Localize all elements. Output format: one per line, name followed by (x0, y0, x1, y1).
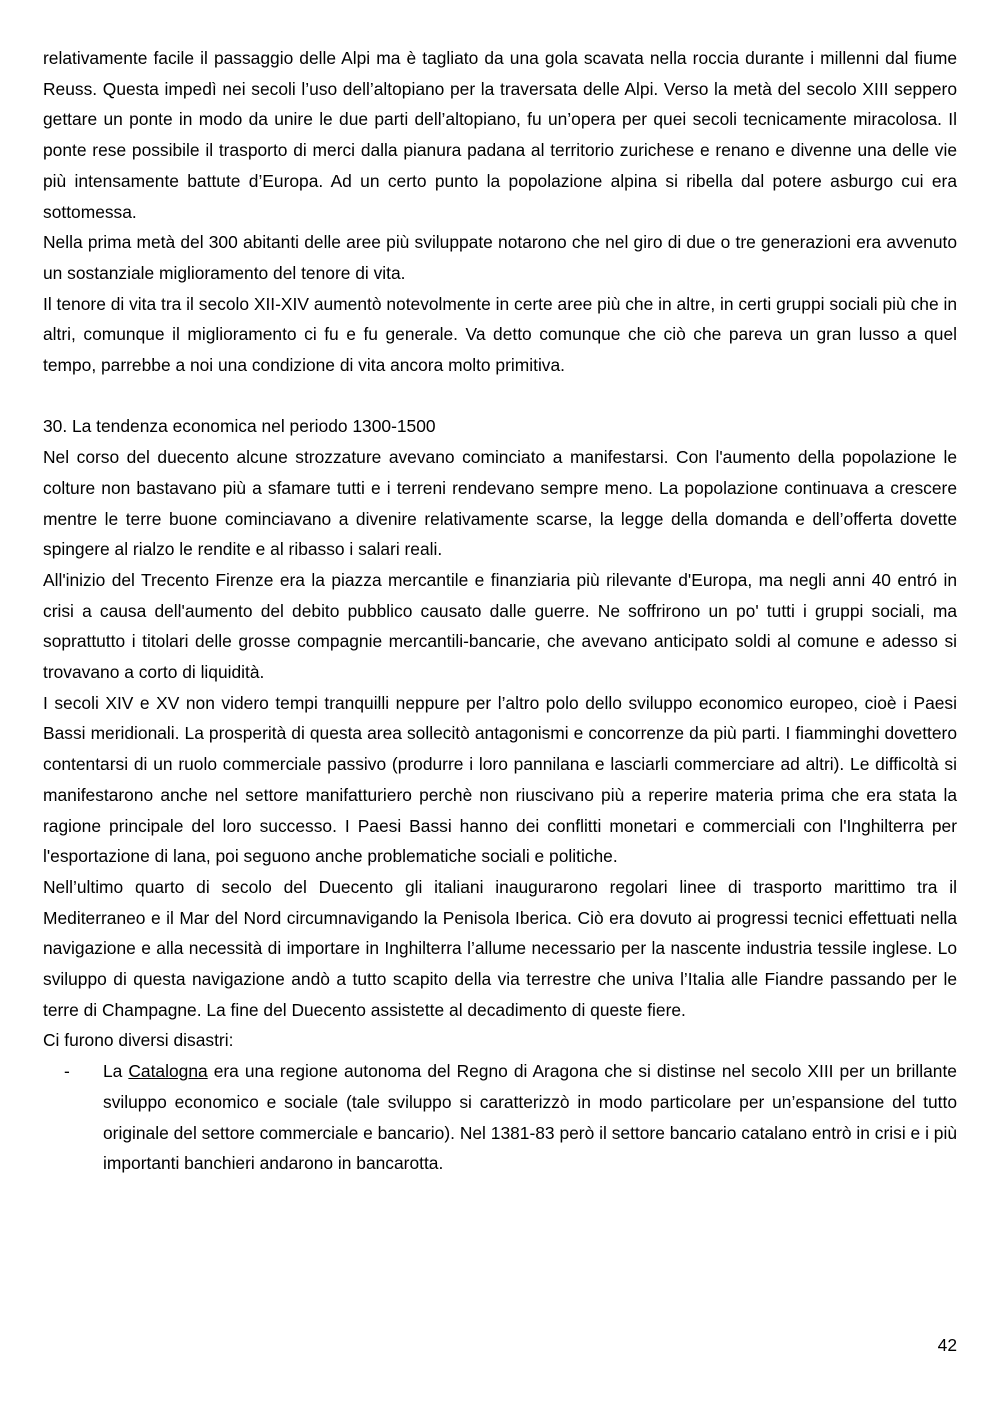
paragraph-gotthard-bridge: relativamente facile il passaggio delle Alpi ma è tagliato da una gola scavata nella roccia durante i millenni dal fiume Reuss. Questa impedì nei secoli l’uso dell’altopiano per la traversata delle Alpi. Verso la metà del secolo XIII seppero gettare un ponte in modo da unire le due parti dell’altopiano, fu un’opera per quei secoli tecnicamente miracolosa. Il ponte rese possibile il trasporto di merci dalla pianura padana al territorio zurichese e renano e divenne una delle vie più intensamente battute d’Europa. Ad un certo punto la popolazione alpina si ribella dal potere asburgo cui era sottomessa. (43, 48, 957, 222)
paragraph-low-countries: I secoli XIV e XV non videro tempi tranquilli neppure per l’altro polo dello sviluppo economico europeo, cioè i Paesi Bassi meridionali. La prosperità di questa area sollecitò antagonismi e concorrenze da più parti. I fiamminghi dovettero contentarsi di un ruolo commerciale passivo (produrre i loro pannilana e lasciarli commerciare ad altri). Le difficoltà si manifestarono anche nel settore manifatturiero perchè non riuscivano più a reperire materia prima che era stata la ragione principale del loro successo. I Paesi Bassi hanno dei conflitti monetari e commerciali con l'Inghilterra per l'esportazione di lana, poi seguono anche problematiche sociali e politiche. (43, 692, 957, 867)
bullet-text: era una regione autonoma del Regno di Aragona che si distinse nel secolo XIII per un brillante sviluppo economico e sociale (tale sviluppo si caratterizzò in modo particolare per un’espansione del tutto originale del settore commerciale e bancario). Nel 1381-83 però il settore bancario catalano entrò in crisi e i più importanti banchieri andarono in bancarotta. (103, 1061, 957, 1174)
section-heading: 30. La tendenza economica nel periodo 1300-1500 (43, 416, 436, 437)
page-number: 42 (937, 1335, 957, 1355)
paragraph-disasters-intro: Ci furono diversi disastri: (43, 1030, 234, 1051)
paragraph-bottlenecks: Nel corso del duecento alcune strozzature avevano cominciato a manifestarsi. Con l'aumento della popolazione le colture non bastavano più a sfamare tutti e i terreni rendevano sempre meno. La popolazione continuava a crescere mentre le terre buone cominciavano a divenire relativamente scarse, la legge della domanda e dell’offerta dovette spingere al rialzo le rendite e al ribasso i salari reali. (43, 447, 957, 560)
paragraph-florence-crisis: All'inizio del Trecento Firenze era la piazza mercantile e finanziaria più rilevante d'Europa, ma negli anni 40 entró in crisi a causa dell'aumento del debito pubblico causato dalle guerre. Ne soffrirono un po' tutti i gruppi sociali, ma soprattutto i titolari delle grosse compagnie mercantili-bancarie, che avevano anticipato soldi al comune e adesso si trovavano a corto di liquidità. (43, 569, 957, 683)
dash-bullet: - (64, 1061, 70, 1082)
disasters-list (43, 1056, 957, 1179)
page-body (43, 43, 957, 1179)
paragraph-living-standard-12-14: Il tenore di vita tra il secolo XII-XIV aumentò notevolmente in certe aree più che in altre, in certi gruppi sociali più che in altri, comunque il miglioramento ci fu e fu generale. Va detto comunque che ciò che pareva un gran lusso a quel tempo, parrebbe a noi una condizione di vita ancora molto primitiva. (43, 293, 957, 376)
list-item-catalonia (43, 1056, 957, 1179)
paragraph-maritime-routes: Nell’ultimo quarto di secolo del Duecento gli italiani inaugurarono regolari linee di trasporto marittimo tra il Mediterraneo e il Mar del Nord circumnavigando la Penisola Iberica. Ciò era dovuto ai progressi tecnici effettuati nella navigazione e alla necessità di importare in Inghilterra l’allume necessario per la nascente industria tessile inglese. Lo sviluppo di questa navigazione andò a tutto scapito della via terrestre che univa l’Italia alle Fiandre passando per le terre di Champagne. La fine del Duecento assistette al decadimento di queste fiere. (43, 876, 957, 1020)
bullet-prefix: La (103, 1061, 129, 1082)
blank-line (43, 381, 957, 412)
catalonia-link[interactable]: Catalogna (128, 1061, 208, 1082)
paragraph-living-standard-improvement: Nella prima metà del 300 abitanti delle aree più sviluppate notarono che nel giro di due o tre generazioni era avvenuto un sostanziale miglioramento del tenore di vita. (43, 232, 957, 283)
